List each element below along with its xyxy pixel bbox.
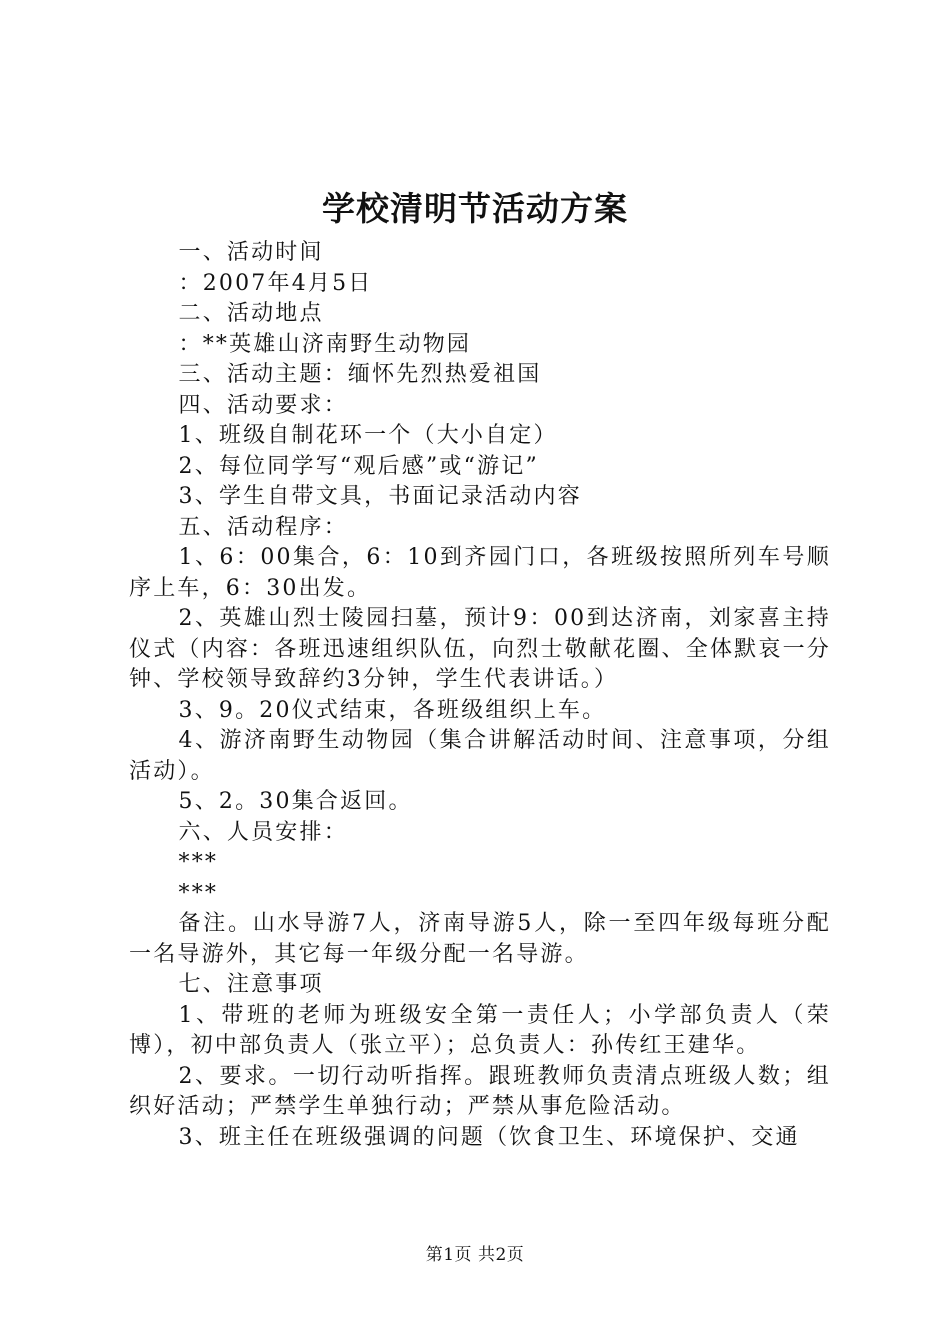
list-item: 1、6：00集合，6：10到齐园门口，各班级按照所列车号顺序上车，6：30出发。 [129, 545, 831, 601]
page-footer: 第1页 共2页 [425, 1245, 525, 1265]
document-title: 学校清明节活动方案 [322, 189, 628, 228]
section-heading: 七、注意事项 [178, 972, 324, 997]
list-item: 2、英雄山烈士陵园扫墓，预计9：00到达济南，刘家喜主持仪式（内容：各班迅速组织队伍，向烈士敬献花圈、全体默哀一分钟、学校领导致辞约3分钟，学生代表讲话。） [129, 606, 831, 692]
body-paragraph: *** [178, 850, 219, 875]
note-paragraph: 备注。山水导游7人，济南导游5人，除一至四年级每班分配一名导游外，其它每一年级分配一名导游。 [129, 911, 831, 967]
section-heading: 三、活动主题：缅怀先烈热爱祖国 [178, 362, 542, 387]
list-item: 4、游济南野生动物园（集合讲解活动时间、注意事项，分组活动）。 [129, 728, 831, 784]
body-paragraph: ：2007年4月5日 [178, 270, 373, 296]
list-item: 1、带班的老师为班级安全第一责任人；小学部负责人（荣博），初中部负责人（张立平）；总负责人：孙传红王建华。 [129, 1002, 831, 1058]
list-item: 3、9。20仪式结束，各班级组织上车。 [178, 697, 607, 723]
body-paragraph: ：**英雄山济南野生动物园 [178, 331, 472, 357]
list-item: 2、每位同学写“观后感”或“游记” [178, 453, 539, 479]
list-item: 3、学生自带文具，书面记录活动内容 [178, 484, 582, 509]
section-heading: 六、人员安排： [178, 819, 348, 845]
section-heading: 四、活动要求： [178, 392, 348, 418]
section-heading: 五、活动程序： [178, 514, 348, 540]
list-item: 3、班主任在班级强调的问题（饮食卫生、环境保护、交通 [178, 1124, 800, 1150]
document-body [129, 238, 831, 1153]
body-paragraph: *** [178, 880, 219, 906]
list-item: 5、2。30集合返回。 [178, 789, 413, 814]
section-heading: 二、活动地点 [178, 301, 324, 326]
section-heading: 一、活动时间 [178, 240, 324, 265]
list-item: 2、要求。一切行动听指挥。跟班教师负责清点班级人数；组织好活动；严禁学生单独行动；严禁从事危险活动。 [129, 1063, 831, 1119]
list-item: 1、班级自制花环一个（大小自定） [178, 423, 558, 448]
